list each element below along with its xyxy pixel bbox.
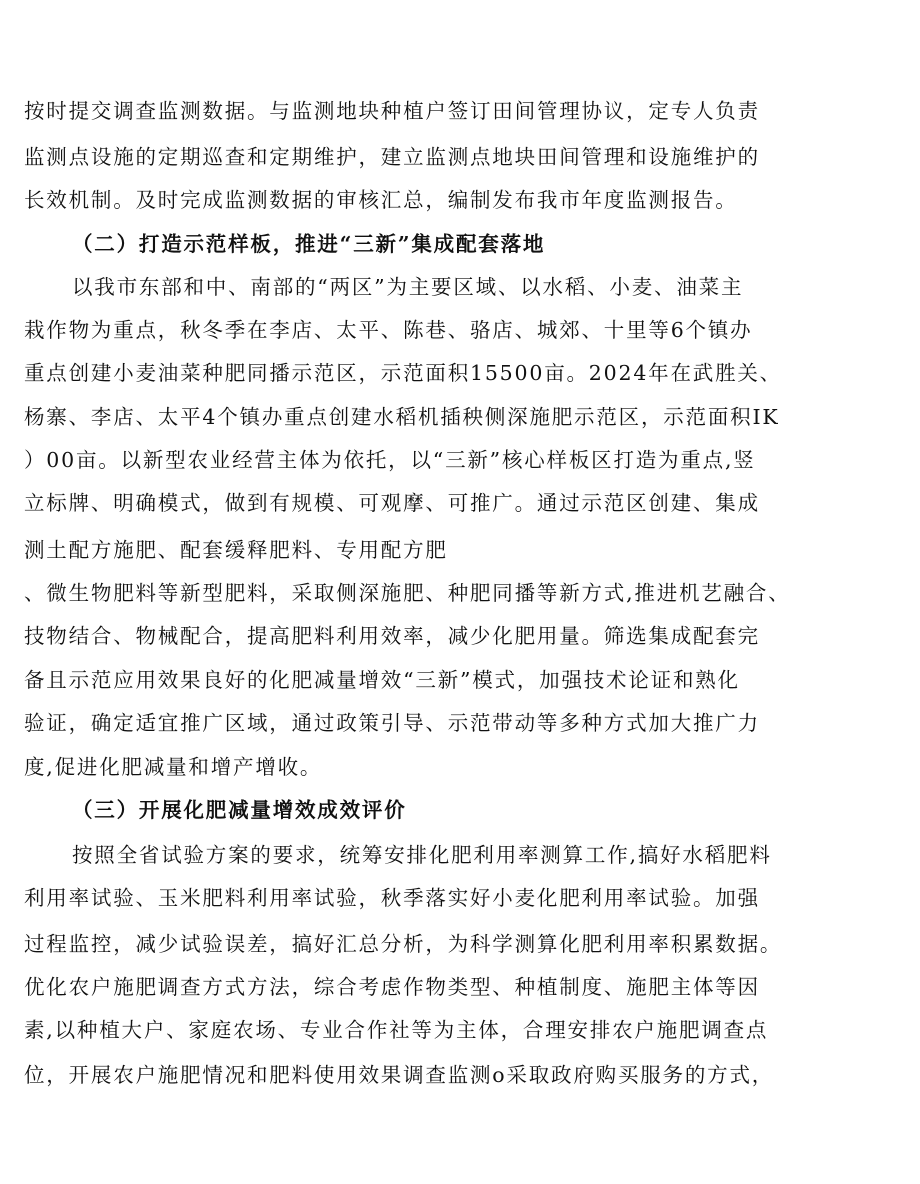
- body-text-line: 重点创建小麦油菜种肥同播示范区，示范面积15500亩。2024年在武胜关、: [24, 361, 782, 385]
- body-text-line: 监测点设施的定期巡查和定期维护，建立监测点地块田间管理和设施维护的: [24, 145, 760, 169]
- body-text-line: 以我市东部和中、南部的“两区”为主要区域、以水稻、小麦、油菜主: [72, 275, 744, 299]
- body-text-line: 素,以种植大户、家庭农场、专业合作社等为主体，合理安排农户施肥调查点: [24, 1018, 769, 1042]
- body-text-line: 位，开展农户施肥情况和肥料使用效果调查监测o采取政府购买服务的方式，: [24, 1063, 775, 1087]
- body-text-line: 按时提交调查监测数据。与监测地块种植户签订田间管理协议，定专人负责: [24, 99, 760, 123]
- body-text-line: 栽作物为重点，秋冬季在李店、太平、陈巷、骆店、城郊、十里等6个镇办: [24, 318, 753, 342]
- body-text-line: 、微生物肥料等新型肥料，采取侧深施肥、种肥同播等新方式,推进机艺融合、: [24, 581, 791, 605]
- section-heading: （三）开展化肥减量增效成效评价: [72, 798, 407, 822]
- body-text-line: 优化农户施肥调查方式方法，综合考虑作物类型、种植制度、施肥主体等因: [24, 975, 760, 999]
- body-text-line: 验证，确定适宜推广区域，通过政策引导、示范带动等多种方式加大推广力: [24, 711, 760, 735]
- body-text-line: 测土配方施肥、配套缓释肥料、专用配方肥: [24, 538, 448, 562]
- body-text-line: 过程监控，减少试验误差，搞好汇总分析，为科学测算化肥利用率积累数据。: [24, 932, 783, 956]
- body-text-line: ）00亩。以新型农业经营主体为依托，以“三新”核心样板区打造为重点,竖: [24, 448, 756, 472]
- body-text-line: 技物结合、物械配合，提高肥料利用效率，减少化肥用量。筛选集成配套完: [24, 624, 760, 648]
- body-text-line: 利用率试验、玉米肥料利用率试验，秋季落实好小麦化肥利用率试验。加强: [24, 886, 760, 910]
- body-text-line: 立标牌、明确模式，做到有规模、可观摩、可推广。通过示范区创建、集成: [24, 491, 760, 515]
- section-heading: （二）打造示范样板，推进“三新”集成配套落地: [72, 232, 546, 256]
- body-text-line: 长效机制。及时完成监测数据的审核汇总，编制发布我市年度监测报告。: [24, 188, 738, 212]
- body-text-line: 按照全省试验方案的要求，统筹安排化肥利用率测算工作,搞好水稻肥料: [72, 843, 772, 867]
- body-text-line: 杨寨、李店、太平4个镇办重点创建水稻机插秧侧深施肥示范区，示范面积IK: [24, 405, 780, 429]
- body-text-line: 度,促进化肥减量和增产增收。: [24, 755, 323, 779]
- body-text-line: 备且示范应用效果良好的化肥减量增效“三新”模式，加强技术论证和熟化: [24, 668, 740, 692]
